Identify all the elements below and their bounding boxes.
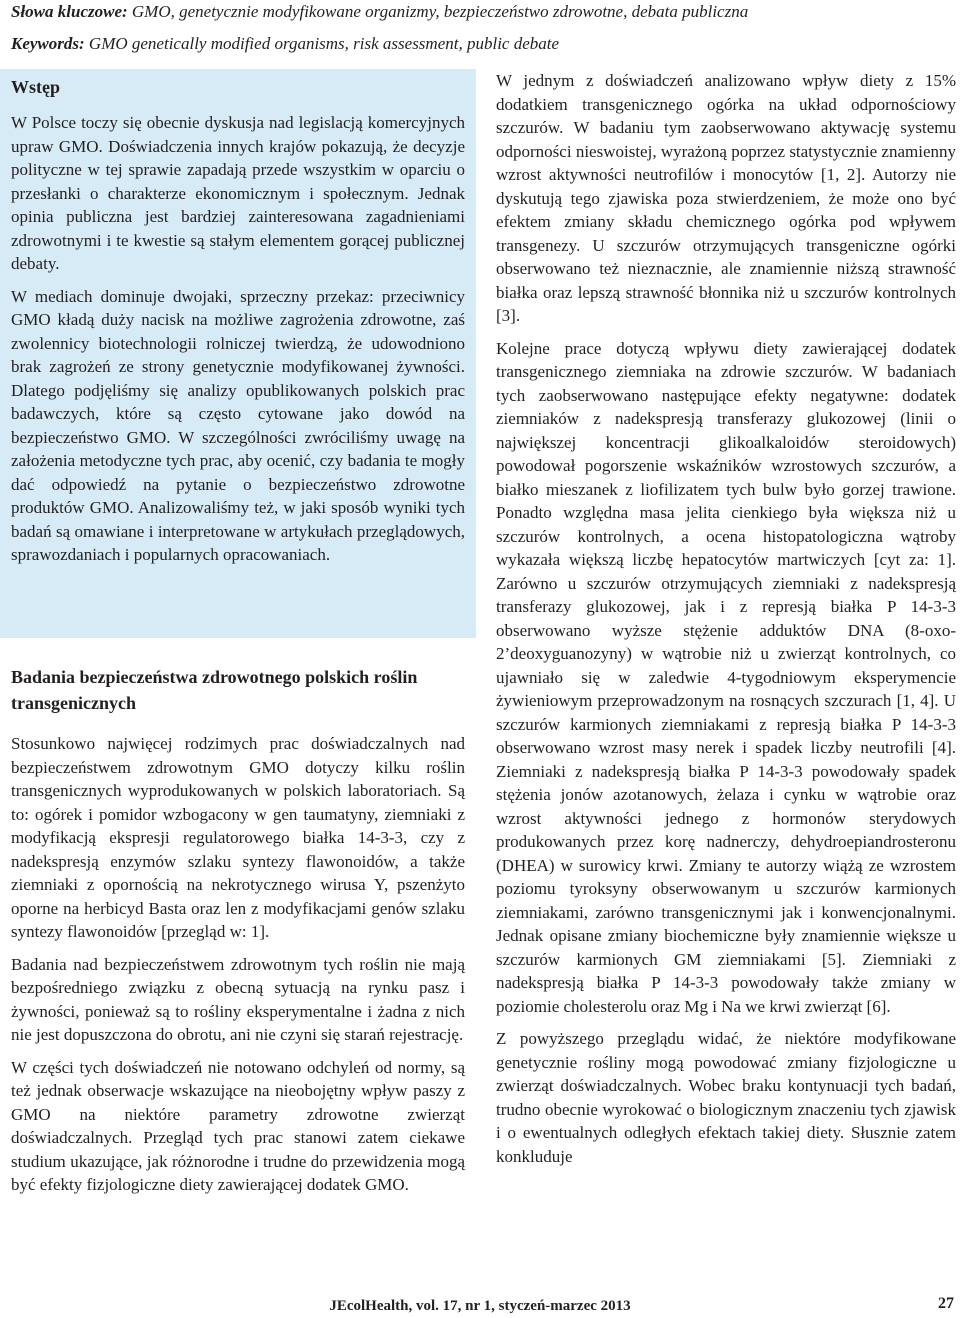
- intro-paragraph-2: W mediach dominuje dwojaki, sprzeczny przekaz: przeciwnicy GMO kładą duży nacisk na możliwe zagrożenia zdrowotne, zaś zwolennicy biotechnologii rolniczej twierdzą, że udowodniono brak zagrożeń ze strony genetycznie modyfikowanej żywności. Dlatego podjęliśmy się analizy opublikowanych polskich prac badawczych, które są często cytowane jako dowód na bezpieczeństwo GMO. W szczególności zwróciliśmy uwagę na założenia metodyczne tych prac, aby ocenić, czy badania te mogły dać odpowiedź na pytanie o bezpieczeństwo zdrowotne produktów GMO. Analizowaliśmy też, w jaki sposób wyniki tych badań są omawiane i interpretowane w artykułach przeglądowych, sprawozdaniach i popularnych opracowaniach.: [11, 286, 465, 564]
- right-paragraph-2: Kolejne prace dotyczą wpływu diety zawierającej dodatek transgenicznego ziemniaka na zdrowie szczurów. W badaniach tych zaobserwowano następujące efekty negatywne: dodatek ziemniaków z nadekspresją transferazy glukozowej (linii o największej koncentracji glikoalkaloidów steroidowych) powodował pogorszenie wskaźników wzrostowych szczurów, a białko mieszanek z liofilizatem tych bulw było gorzej trawione. Ponadto względna masa jelita cienkiego była większa niż u szczurów kontrolnych, a ocena histopatologiczna wątroby wykazała większą liczbę hepatocytów martwiczych [cyt za: 1]. Zarówno u szczurów otrzymujących ziemniaki z nadekspresją transferazy glukozowej, jak i z represją białka P 14-3-3 obserwowano wyższe stężenie adduktów DNA (8-oxo-2’deoxyguanozyny) w wątrobie niż u zwierząt kontrolnych, co ujawniało się w zaledwie 4-tygodniowym eksperymencie żywieniowym przeprowadzonym na rosnących szczurach [1, 4]. U szczurów karmionych ziemniakami z represją białka P 14-3-3 obserwowano wzrost masy nerek i spadek liczby neutrofili [4]. Ziemniaki z nadekspresją białka P 14-3-3 powodowały spadek stężenia jonów azotanowych, żelaza i cynku w wątrobie oraz wzrost aktywności jednego z hormonów sterydowych produkowanych przez korę nadnerczy, dehydroepiandrosteronu (DHEA) w surowicy krwi. Zmiany te autorzy wiążą ze wzrostem poziomu tyroksyny obserwowanym u szczurów karmionych ziemniakami, zarówno transgenicznymi jak i konwencjonalnymi. Jednak opisane zmiany biochemiczne były znamiennie większe u szczurów karmionych GM ziemniakami [5]. Ziemniaki z nadekspresją białka P 14-3-3 powodowały także zmiany w poziomie cholesterolu oraz Mg i Na we krwi zwierząt [6].: [496, 338, 956, 1016]
- section-paragraph-3: W części tych doświadczeń nie notowano odchyleń od normy, są też jednak obserwacje wskazujące na nieobojętny wpływ paszy z GMO na niektóre parametry zdrowotne zwierząt doświadczalnych. Przegląd tych prac stanowi zatem ciekawe studium ukazujące, jak różnorodne i trudne do przewidzenia mogą być efekty fizjologiczne diety zawierającej dodatek GMO.: [11, 1057, 465, 1194]
- page-number: 27: [938, 1295, 954, 1312]
- intro-paragraph-1: W Polsce toczy się obecnie dyskusja nad legislacją komercyjnych upraw GMO. Doświadczenia innych krajów pokazują, że decyzje polityczne w tej sprawie zapadają przede wszystkim w oparciu o przesłanki o charakterze ekonomicznym i społecznym. Jednak opinia publiczna jest bardziej zainteresowana zagadnieniami zdrowotnymi i te kwestie są stałym elementem gorącej publicznej debaty.: [11, 113, 465, 273]
- keywords-en-label: Keywords:: [11, 34, 85, 53]
- right-column: [496, 69, 956, 1168]
- keywords-pl-text: GMO, genetycznie modyfikowane organizmy, bezpieczeństwo zdrowotne, debata publiczna: [127, 2, 749, 21]
- left-column: [0, 69, 476, 1197]
- right-paragraph-3: Z powyższego przeglądu widać, że niektóre modyfikowane genetycznie rośliny mogą powodować zmiany fizjologiczne u zwierząt doświadczalnych. Wobec braku kontynuacji tych badań, trudno obecnie wyrokować o biologicznym znaczeniu tych zjawisk i o ewentualnych odległych efektach takiej diety. Słusznie zatem konkluduje: [496, 1029, 956, 1166]
- right-paragraph-1: W jednym z doświadczeń analizowano wpływ diety z 15% dodatkiem transgenicznego ogórka na układ odpornościowy szczurów. W badaniu tym zaobserwowano aktywację systemu odporności nieswoistej, wyrażoną poprzez statystycznie znamienny wzrost aktywności neutrofilów i monocytów [1, 2]. Autorzy nie dyskutują tego zjawiska poza stwierdzeniem, że może ono być efektem zmiany składu chemicznego ogórka pod wpływem transgenezy. U szczurów otrzymujących transgeniczne ogórki obserwowano też nieznacznie, ale znamiennie niższą strawność białka oraz lepszą strawność błonnika niż u szczurów kontrolnych [3].: [496, 71, 956, 325]
- keywords-en: [11, 33, 949, 55]
- section-paragraph-1: Stosunkowo najwięcej rodzimych prac doświadczalnych nad bezpieczeństwem zdrowotnym GMO dotyczy kilku roślin transgenicznych wyprodukowanych w polskich laboratoriach. Są to: ogórek i pomidor wzbogacony w gen taumatyny, ziemniaki z modyfikacją ekspresji regulatorowego białka 14-3-3, czy z nadekspresją enzymów szlaku syntezy flawonoidów, a także ziemniaki z opornością na nekrotycznego wirusa Y, pszenżyto oporne na herbicyd Basta oraz len z modyfikacjami genów szlaku syntezy flawonoidów [przegląd w: 1].: [11, 734, 465, 941]
- intro-heading: Wstęp: [11, 77, 60, 97]
- section-heading: Badania bezpieczeństwa zdrowotnego polskich roślin transgenicznych: [11, 667, 418, 713]
- keywords-pl-label: Słowa kluczowe:: [11, 2, 128, 21]
- section-paragraph-2: Badania nad bezpieczeństwem zdrowotnym tych roślin nie mają bezpośredniego związku z obecną sytuacją na rynku pasz i żywności, ponieważ są to rośliny eksperymentalne i żadna z nich nie jest dopuszczona do obrotu, ani nie czyni się starań rejestrację.: [11, 954, 465, 1044]
- intro-box: [0, 69, 476, 638]
- footer-journal: JEcolHealth, vol. 17, nr 1, styczeń-marzec 2013: [329, 1298, 631, 1314]
- keywords-pl: [11, 1, 949, 23]
- keywords-en-text: GMO genetically modified organisms, risk assessment, public debate: [84, 34, 560, 53]
- safety-section: [0, 664, 476, 1197]
